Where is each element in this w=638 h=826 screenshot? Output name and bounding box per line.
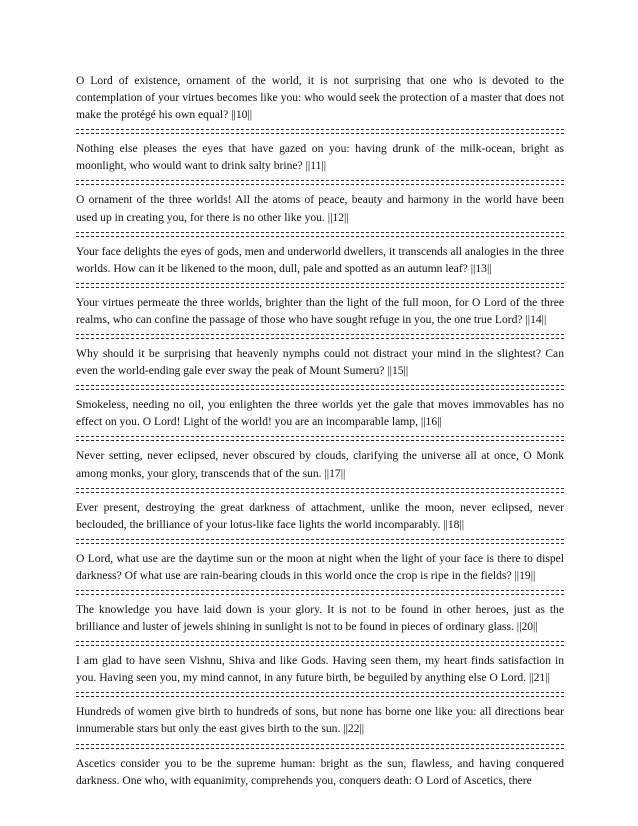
separator xyxy=(76,126,564,137)
verse-18: Ever present, destroying the great darkness of attachment, unlike the moon, never eclipsed, never beclouded, the brilliance of your lotus-like face lights the world incomparably. ||18|| xyxy=(76,500,564,531)
verse-10: O Lord of existence, ornament of the world, it is not surprising that one who is devoted to the contemplation of your virtues becomes like you: who would seek the protection of a master that does not make the protégé his own equal? ||10|| xyxy=(76,74,564,122)
verse-17: Never setting, never eclipsed, never obscured by clouds, clarifying the universe all at once, O Monk among monks, your glory, transcends that of the sun. ||17|| xyxy=(76,449,564,480)
verse-21: I am glad to have seen Vishnu, Shiva and like Gods. Having seen them, my heart finds satisfaction in you. Having seen you, my mind cannot, in any future birth, be beguiled by anything else O Lord. ||21|| xyxy=(76,654,564,685)
verse-19: O Lord, what use are the daytime sun or the moon at night when the light of your face is there to dispel darkness? Of what use are rain-bearing clouds in this world once the crop is ripe in the fields? ||19|| xyxy=(76,551,564,582)
verse-22: Hundreds of women give birth to hundreds of sons, but none has borne one like you: all directions bear innumerable stars but only the east gives birth to the sun. ||22|| xyxy=(76,705,564,736)
verse-20: The knowledge you have laid down is your glory. It is not to be found in other heroes, just as the brilliance and luster of jewels shining in sunlight is not to be found in pieces of ordinary glass. ||20|| xyxy=(76,602,564,634)
verse-23: Ascetics consider you to be the supreme human: bright as the sun, flawless, and having conquered darkness. One who, with equanimity, comprehends you, conquers death: O Lord of Ascetics, there xyxy=(76,756,564,787)
separator xyxy=(76,177,564,188)
separator xyxy=(76,638,564,649)
separator xyxy=(76,741,564,752)
separator xyxy=(76,382,564,393)
separator xyxy=(76,689,564,700)
verse-11: Nothing else pleases the eyes that have gazed on you: having drunk of the milk-ocean, bright as moonlight, who would want to drink salty brine? ||11|| xyxy=(76,142,564,173)
verse-13: Your face delights the eyes of gods, men and underworld dwellers, it transcends all analogies in the three worlds. How can it be likened to the moon, dull, pale and spotted as an autumn leaf? ||13|| xyxy=(76,244,564,275)
document-page xyxy=(76,72,564,789)
verse-15: Why should it be surprising that heavenly nymphs could not distract your mind in the slightest? Can even the world-ending gale ever sway the peak of Mount Sumeru? ||15|| xyxy=(76,347,564,378)
separator xyxy=(76,485,564,496)
separator xyxy=(76,536,564,547)
verse-16: Smokeless, needing no oil, you enlighten the three worlds yet the gale that moves immovables has no effect on you. O Lord! Light of the world! you are an incomparable lamp, ||16|| xyxy=(76,398,564,429)
separator xyxy=(76,229,564,240)
separator xyxy=(76,433,564,444)
separator xyxy=(76,331,564,342)
separator xyxy=(76,587,564,598)
verse-12: O ornament of the three worlds! All the atoms of peace, beauty and harmony in the world have been used up in creating you, for there is no other like you. ||12|| xyxy=(76,193,564,224)
verse-14: Your virtues permeate the three worlds, brighter than the light of the full moon, for O Lord of the three realms, who can confine the passage of those who have sought refuge in you, the one true Lord? ||14|| xyxy=(76,295,564,326)
separator xyxy=(76,280,564,291)
